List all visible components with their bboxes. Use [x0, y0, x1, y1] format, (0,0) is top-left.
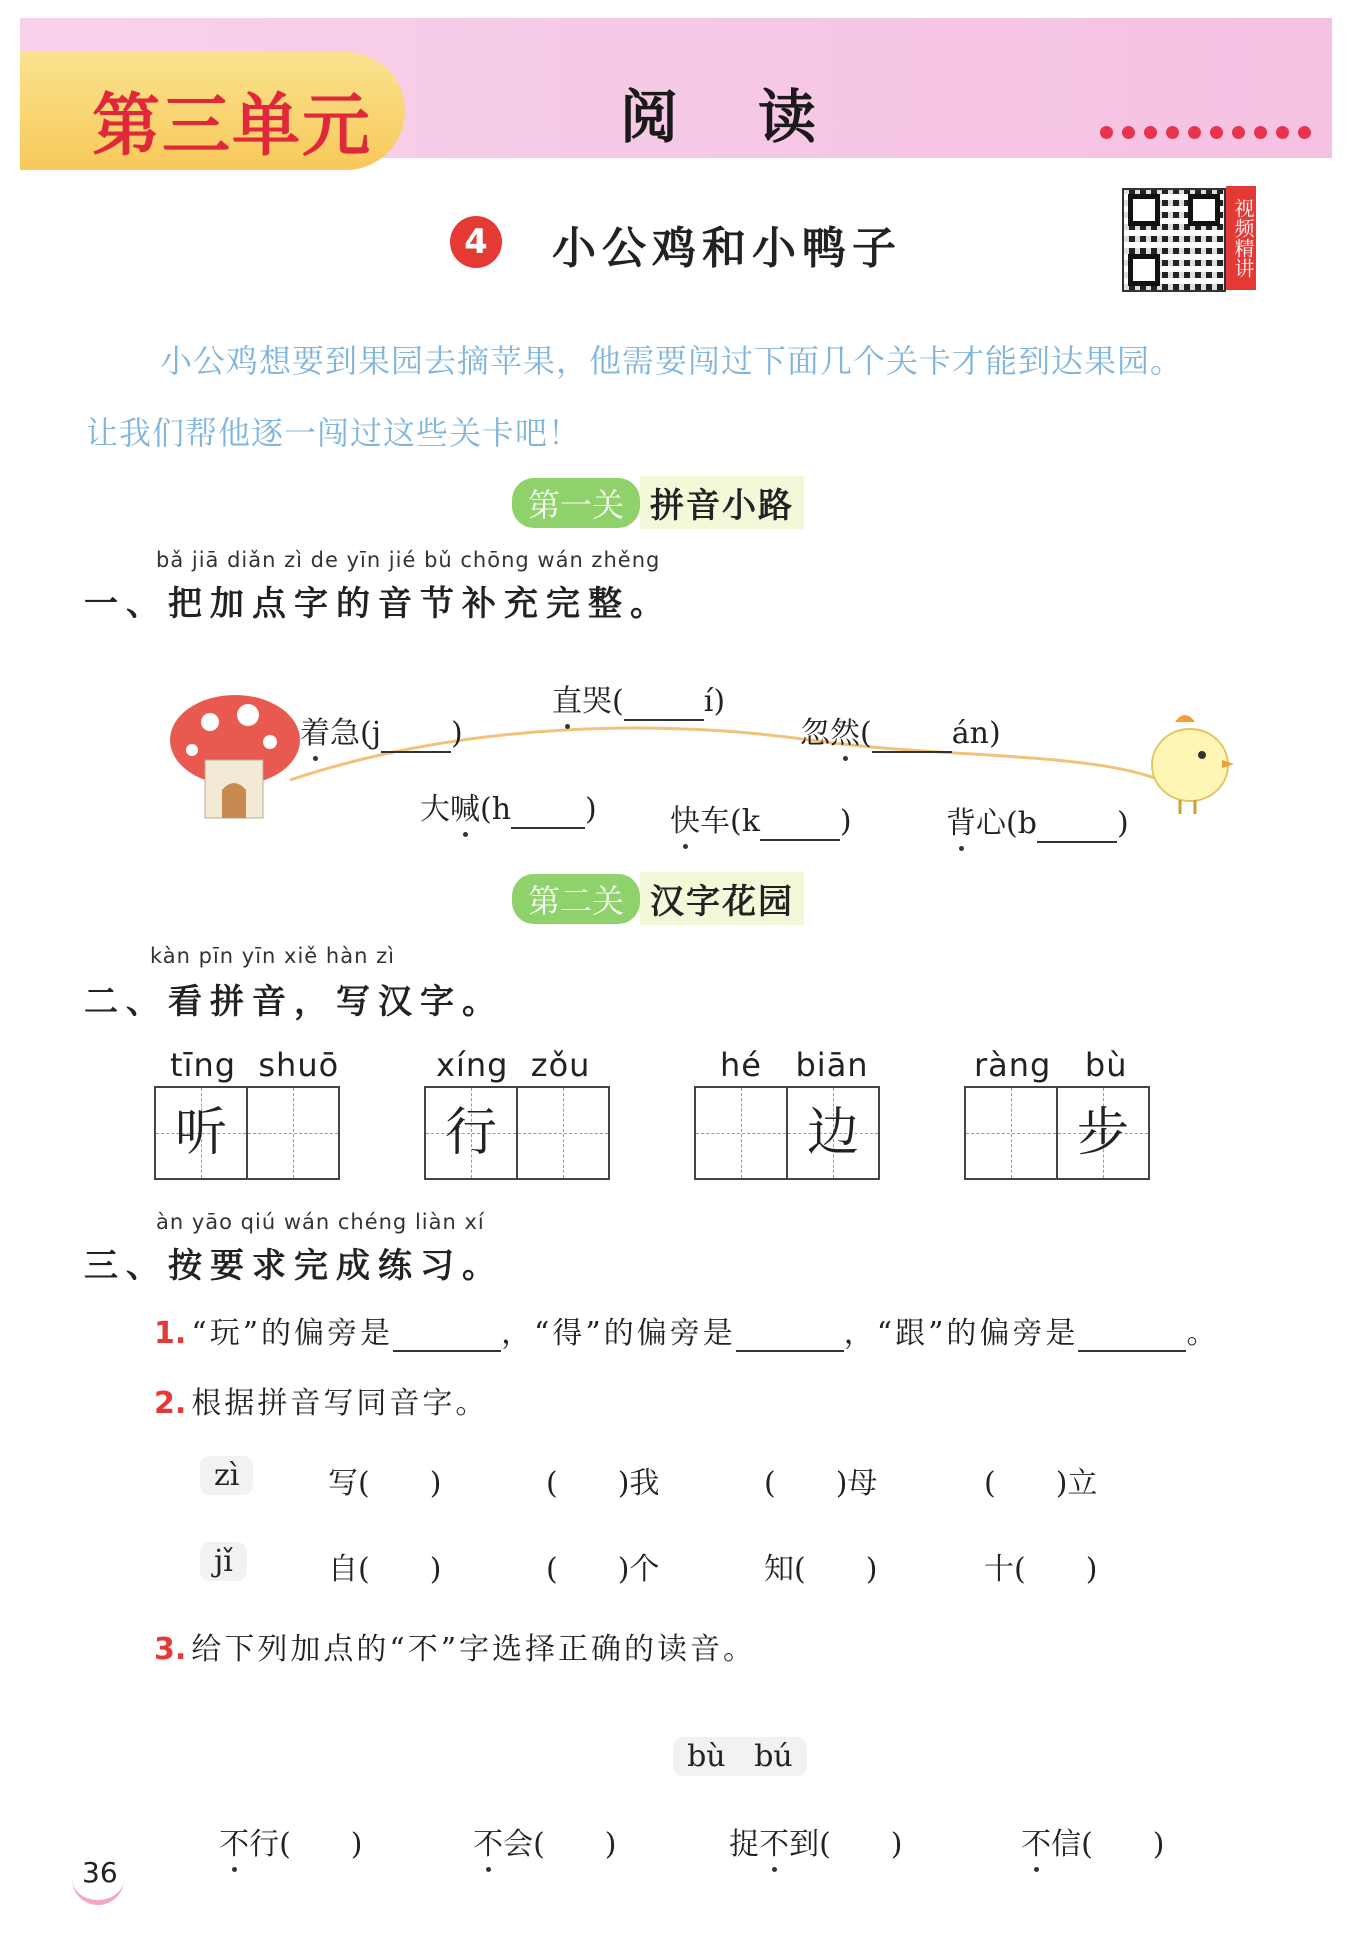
homophone-item[interactable]: 自( ) — [328, 1552, 442, 1587]
q2-pinyin-3: hé biān — [720, 1046, 869, 1084]
q1-blank-1[interactable] — [381, 716, 451, 753]
grid-cell[interactable]: 行 — [426, 1088, 516, 1178]
radical-blank-1[interactable] — [393, 1320, 501, 1352]
q1-blank-6[interactable] — [1037, 806, 1117, 843]
level-1-tag: 第一关 — [512, 478, 640, 528]
q3-heading: 三、按要求完成练习。 — [84, 1246, 504, 1286]
q1-heading: 一、把加点字的音节补充完整。 — [84, 584, 672, 624]
q1-item-6: 背心(b ) — [946, 806, 1129, 841]
qr-code-icon[interactable] — [1122, 188, 1226, 292]
reading-options: bù bú — [654, 1704, 807, 1774]
level-1-banner — [512, 476, 804, 529]
homophone-item[interactable]: ( )立 — [984, 1466, 1098, 1501]
q2-pinyin: kàn pīn yīn xiě hàn zì — [150, 944, 395, 968]
header-dots — [1100, 126, 1311, 139]
grid-cell[interactable] — [516, 1088, 608, 1178]
radical-blank-3[interactable] — [1078, 1320, 1186, 1352]
homophone-item[interactable]: ( )个 — [546, 1552, 660, 1587]
bu-item-2[interactable]: 不会( ) — [473, 1827, 617, 1862]
qr-label: 视频精讲 — [1226, 186, 1256, 290]
homophone-item[interactable]: 知( ) — [764, 1552, 878, 1587]
q2-grid-4[interactable] — [964, 1086, 1150, 1180]
bu-item-3[interactable]: 捉不到( ) — [729, 1827, 903, 1862]
q3-sub-3: 3. 给下列加点的“不”字选择正确的读音。 — [154, 1632, 757, 1667]
homophone-item[interactable]: ( )母 — [764, 1466, 878, 1501]
q2-grid-2[interactable] — [424, 1086, 610, 1180]
q1-blank-4[interactable] — [511, 792, 585, 829]
q3-sub-1: 1. “玩”的偏旁是 ，“得”的偏旁是 ，“跟”的偏旁是 。 — [154, 1316, 1220, 1351]
q1-item-3: 忽然( án) — [800, 716, 1001, 751]
q2-pinyin-4: ràng bù — [974, 1046, 1128, 1084]
grid-cell[interactable] — [696, 1088, 786, 1178]
bu-item-4[interactable]: 不信( ) — [1021, 1827, 1165, 1862]
intro-line-2: 让我们帮他逐一闯过这些关卡吧！ — [86, 414, 582, 452]
grid-cell[interactable]: 边 — [786, 1088, 878, 1178]
intro-line-1: 小公鸡想要到果园去摘苹果，他需要闯过下面几个关卡才能到达果园。 — [160, 342, 1184, 380]
radical-blank-2[interactable] — [736, 1320, 844, 1352]
q2-grid-1[interactable] — [154, 1086, 340, 1180]
q2-pinyin-1: tīng shuō — [170, 1046, 340, 1084]
level-2-banner — [512, 872, 804, 925]
lesson-title: 小公鸡和小鸭子 — [552, 223, 902, 274]
q1-item-2: 直哭( í) — [552, 684, 726, 719]
q1-blank-2[interactable] — [624, 684, 704, 721]
grid-cell[interactable]: 步 — [1056, 1088, 1148, 1178]
grid-cell[interactable] — [246, 1088, 338, 1178]
q3-sub-2: 2. 根据拼音写同音字。 — [154, 1386, 489, 1421]
q1-pinyin: bǎ jiā diǎn zì de yīn jié bǔ chōng wán zhěng — [156, 548, 661, 572]
q3-pinyin: àn yāo qiú wán chéng liàn xí — [156, 1210, 485, 1234]
q1-blank-5[interactable] — [760, 804, 840, 841]
q2-grid-3[interactable] — [694, 1086, 880, 1180]
unit-label: 第三单元 — [92, 87, 373, 166]
homophone-row-1: zì — [200, 1458, 253, 1493]
bu-item-1[interactable]: 不行( ) — [219, 1827, 363, 1862]
q1-item-5: 快车(k ) — [670, 804, 852, 839]
grid-cell[interactable] — [966, 1088, 1056, 1178]
homophone-item[interactable]: ( )我 — [546, 1466, 660, 1501]
homophone-item[interactable]: 写( ) — [328, 1466, 442, 1501]
q1-item-4: 大喊(h ) — [420, 792, 597, 827]
chick-icon — [1152, 715, 1234, 814]
q1-blank-3[interactable] — [872, 716, 952, 753]
level-1-name: 拼音小路 — [640, 476, 804, 529]
homophone-row-2: jǐ — [200, 1544, 247, 1579]
homophone-item[interactable]: 十( ) — [984, 1552, 1098, 1587]
page-number: 36 — [82, 1856, 118, 1889]
section-title: 阅读 — [620, 83, 897, 151]
lesson-number: 4 — [450, 216, 502, 268]
q2-heading: 二、看拼音，写汉字。 — [84, 982, 504, 1022]
q2-pinyin-2: xíng zǒu — [436, 1046, 591, 1084]
level-2-tag: 第二关 — [512, 874, 640, 924]
grid-cell[interactable]: 听 — [156, 1088, 246, 1178]
mushroom-house-icon — [170, 695, 300, 818]
level-2-name: 汉字花园 — [640, 872, 804, 925]
q1-item-1: 着急(j ) — [300, 716, 463, 751]
